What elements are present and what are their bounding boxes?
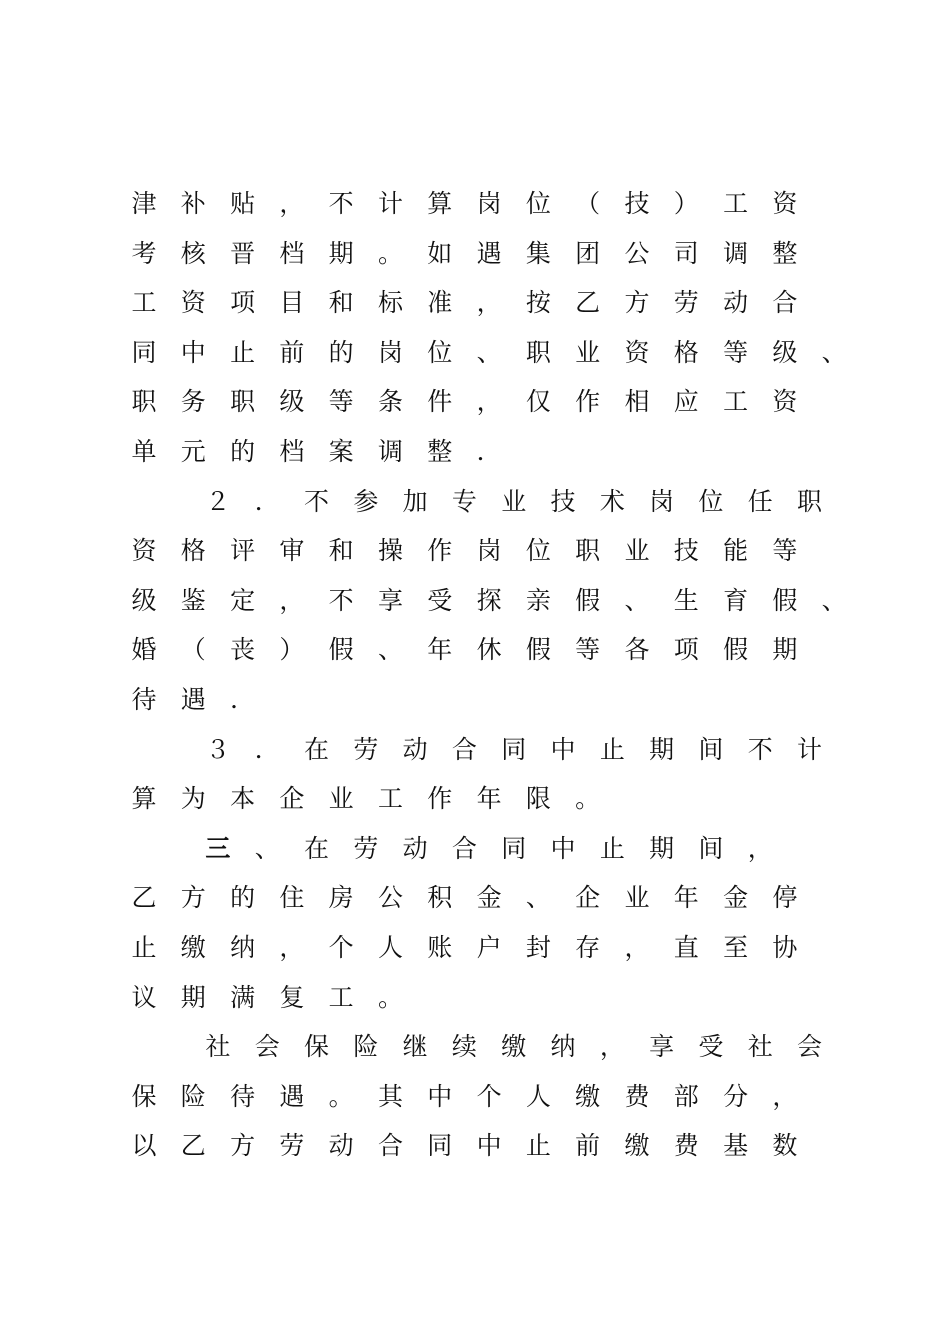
character: 工 bbox=[723, 387, 749, 417]
character: 工 bbox=[131, 288, 157, 318]
character: 止 bbox=[525, 1131, 551, 1161]
character: 人 bbox=[377, 933, 403, 962]
character: 住 bbox=[279, 883, 305, 913]
character: 受 bbox=[427, 585, 453, 615]
character: 合 bbox=[377, 1131, 403, 1161]
character: 、 bbox=[624, 585, 650, 615]
character: 资 bbox=[131, 536, 157, 566]
character: 务 bbox=[180, 387, 206, 417]
character: 定 bbox=[230, 585, 256, 615]
character: 费 bbox=[624, 1081, 650, 1111]
character: 公 bbox=[624, 238, 650, 268]
character: 待 bbox=[131, 685, 157, 714]
character: 和 bbox=[328, 288, 354, 318]
character: 鉴 bbox=[180, 585, 206, 615]
character: 、 bbox=[821, 337, 847, 367]
character: 岗 bbox=[476, 189, 502, 218]
character: 件 bbox=[427, 387, 453, 417]
character: 企 bbox=[279, 784, 305, 814]
text-line bbox=[130, 1132, 860, 1172]
character: 调 bbox=[377, 437, 403, 466]
character: 条 bbox=[377, 387, 403, 417]
character: 年 bbox=[673, 883, 699, 913]
text-line bbox=[130, 339, 860, 379]
character: 元 bbox=[180, 437, 206, 466]
character: 的 bbox=[230, 437, 256, 466]
character: 、 bbox=[476, 337, 502, 367]
character: 业 bbox=[624, 536, 650, 566]
character: 资 bbox=[624, 337, 650, 367]
character: 位 bbox=[525, 189, 551, 218]
character: 岗 bbox=[649, 486, 675, 516]
character: 积 bbox=[427, 883, 453, 913]
character: 不 bbox=[328, 189, 354, 218]
character: 专 bbox=[451, 486, 477, 516]
character: 标 bbox=[377, 288, 403, 318]
character: 假 bbox=[525, 635, 551, 665]
character: 户 bbox=[476, 933, 502, 962]
character: 同 bbox=[131, 337, 157, 367]
character: 期 bbox=[328, 238, 354, 268]
character: 社 bbox=[205, 1032, 231, 1062]
character: 休 bbox=[476, 635, 502, 665]
character: ， bbox=[279, 189, 305, 218]
character: 期 bbox=[180, 982, 206, 1012]
text-line bbox=[130, 835, 860, 875]
character: 续 bbox=[451, 1032, 477, 1062]
character: 算 bbox=[427, 189, 453, 218]
character: 目 bbox=[279, 288, 305, 318]
character: 假 bbox=[575, 585, 601, 615]
character: 资 bbox=[180, 288, 206, 318]
character: 业 bbox=[575, 337, 601, 367]
character: 缴 bbox=[501, 1032, 527, 1062]
character: 仅 bbox=[525, 387, 551, 417]
character: 和 bbox=[328, 536, 354, 566]
character: ． bbox=[254, 734, 280, 764]
character: 亲 bbox=[525, 585, 551, 615]
character: 。 bbox=[377, 238, 403, 268]
character: 核 bbox=[180, 238, 206, 268]
character: 按 bbox=[525, 288, 551, 318]
character: 期 bbox=[649, 833, 675, 863]
character: 同 bbox=[501, 734, 527, 764]
character: 项 bbox=[673, 635, 699, 665]
character: 准 bbox=[427, 288, 453, 318]
character: 动 bbox=[402, 833, 428, 863]
character: 止 bbox=[131, 933, 157, 962]
character: 基 bbox=[723, 1131, 749, 1161]
text-line bbox=[130, 984, 860, 1024]
character: 方 bbox=[624, 288, 650, 318]
character: 集 bbox=[525, 238, 551, 268]
character: 纳 bbox=[230, 933, 256, 962]
character: 、 bbox=[525, 883, 551, 913]
character: 止 bbox=[230, 337, 256, 367]
character: 作 bbox=[427, 536, 453, 566]
character: 业 bbox=[501, 486, 527, 516]
character: 格 bbox=[673, 337, 699, 367]
character: 、 bbox=[254, 833, 280, 863]
character: 能 bbox=[723, 536, 749, 566]
character: 工 bbox=[723, 189, 749, 218]
text-line bbox=[130, 537, 860, 577]
character: 丧 bbox=[230, 635, 256, 665]
character: 档 bbox=[279, 437, 305, 466]
character: 中 bbox=[427, 1081, 453, 1111]
character: 动 bbox=[402, 734, 428, 764]
character: 不 bbox=[304, 486, 330, 516]
character: 司 bbox=[673, 238, 699, 268]
character: 位 bbox=[525, 536, 551, 566]
character: 个 bbox=[328, 933, 354, 962]
character: 参 bbox=[353, 486, 379, 516]
character: 动 bbox=[328, 1131, 354, 1161]
character: 如 bbox=[427, 238, 453, 268]
character: 享 bbox=[649, 1032, 675, 1062]
character: ， bbox=[772, 1081, 798, 1111]
character: 保 bbox=[304, 1032, 330, 1062]
character: 位 bbox=[427, 337, 453, 367]
character: 存 bbox=[575, 933, 601, 962]
character: 方 bbox=[180, 883, 206, 913]
character: 费 bbox=[673, 1131, 699, 1161]
character: ， bbox=[476, 387, 502, 417]
character: 岗 bbox=[377, 337, 403, 367]
character: 社 bbox=[747, 1032, 773, 1062]
text-line bbox=[130, 934, 860, 974]
character: 在 bbox=[304, 833, 330, 863]
character: 本 bbox=[230, 784, 256, 814]
character: 险 bbox=[353, 1032, 379, 1062]
character: 相 bbox=[624, 387, 650, 417]
character: ３ bbox=[205, 734, 231, 764]
character: 间 bbox=[698, 734, 724, 764]
character: 中 bbox=[180, 337, 206, 367]
character: 数 bbox=[772, 1131, 798, 1161]
character: 作 bbox=[427, 784, 453, 814]
character: 不 bbox=[747, 734, 773, 764]
character: 乙 bbox=[131, 883, 157, 913]
character: 人 bbox=[525, 1081, 551, 1111]
character: 育 bbox=[723, 585, 749, 615]
character: 中 bbox=[476, 1131, 502, 1161]
character: 年 bbox=[427, 635, 453, 665]
character: 止 bbox=[599, 833, 625, 863]
character: 间 bbox=[698, 833, 724, 863]
character: 遇 bbox=[476, 238, 502, 268]
character: 假 bbox=[723, 635, 749, 665]
character: 三 bbox=[205, 833, 231, 863]
character: 缴 bbox=[575, 1081, 601, 1111]
character: 限 bbox=[525, 784, 551, 814]
character: 为 bbox=[180, 784, 206, 814]
character: 缴 bbox=[180, 933, 206, 962]
character: ， bbox=[624, 933, 650, 962]
character: 职 bbox=[575, 536, 601, 566]
character: 同 bbox=[501, 833, 527, 863]
character: 级 bbox=[772, 337, 798, 367]
character: 术 bbox=[599, 486, 625, 516]
character: ， bbox=[279, 585, 305, 615]
character: 分 bbox=[723, 1081, 749, 1111]
character: 任 bbox=[747, 486, 773, 516]
character: 保 bbox=[131, 1081, 157, 1111]
character: 中 bbox=[550, 833, 576, 863]
character: 职 bbox=[525, 337, 551, 367]
character: 前 bbox=[279, 337, 305, 367]
character: 职 bbox=[131, 387, 157, 417]
text-line bbox=[130, 1083, 860, 1123]
character: 评 bbox=[230, 536, 256, 566]
character: ） bbox=[279, 635, 305, 665]
character: 、 bbox=[377, 635, 403, 665]
text-line bbox=[130, 240, 860, 280]
character: 单 bbox=[131, 437, 157, 466]
character: 乙 bbox=[575, 288, 601, 318]
character: 。 bbox=[575, 784, 601, 814]
character: （ bbox=[180, 635, 206, 665]
character: 资 bbox=[772, 387, 798, 417]
character: 在 bbox=[304, 734, 330, 764]
character: 加 bbox=[402, 486, 428, 516]
character: 同 bbox=[427, 1131, 453, 1161]
character: （ bbox=[575, 189, 601, 218]
character: 方 bbox=[230, 1131, 256, 1161]
character: 案 bbox=[328, 437, 354, 466]
text-line bbox=[130, 388, 860, 428]
character: 生 bbox=[673, 585, 699, 615]
character: 贴 bbox=[230, 189, 256, 218]
character: ． bbox=[476, 437, 502, 466]
character: 动 bbox=[723, 288, 749, 318]
character: 探 bbox=[476, 585, 502, 615]
character: 至 bbox=[723, 933, 749, 962]
character: 团 bbox=[575, 238, 601, 268]
character: 满 bbox=[230, 982, 256, 1012]
character: 遇 bbox=[180, 685, 206, 714]
character: 不 bbox=[328, 585, 354, 615]
character: 等 bbox=[328, 387, 354, 417]
character: 等 bbox=[575, 635, 601, 665]
character: ２ bbox=[205, 486, 231, 516]
character: 房 bbox=[328, 883, 354, 913]
character: 计 bbox=[797, 734, 823, 764]
text-line bbox=[130, 686, 860, 726]
character: 封 bbox=[525, 933, 551, 962]
character: 。 bbox=[377, 982, 403, 1012]
character: 。 bbox=[328, 1081, 354, 1111]
character: 劳 bbox=[279, 1131, 305, 1161]
character: 格 bbox=[180, 536, 206, 566]
character: ， bbox=[476, 288, 502, 318]
character: 技 bbox=[673, 536, 699, 566]
character: 止 bbox=[599, 734, 625, 764]
character: 金 bbox=[723, 883, 749, 913]
text-line bbox=[130, 736, 860, 776]
character: 协 bbox=[772, 933, 798, 962]
character: 业 bbox=[624, 883, 650, 913]
character: 中 bbox=[550, 734, 576, 764]
character: 险 bbox=[180, 1081, 206, 1111]
character: 合 bbox=[451, 833, 477, 863]
character: ． bbox=[230, 685, 256, 714]
character: 项 bbox=[230, 288, 256, 318]
text-line bbox=[130, 438, 860, 478]
character: 应 bbox=[673, 387, 699, 417]
character: 乙 bbox=[180, 1131, 206, 1161]
text-line bbox=[130, 1033, 860, 1073]
character: 工 bbox=[328, 982, 354, 1012]
character: 继 bbox=[402, 1032, 428, 1062]
character: 作 bbox=[575, 387, 601, 417]
character: 整 bbox=[772, 238, 798, 268]
character: 津 bbox=[131, 189, 157, 218]
character: 补 bbox=[180, 189, 206, 218]
character: 停 bbox=[772, 883, 798, 913]
character: 前 bbox=[575, 1131, 601, 1161]
character: 业 bbox=[328, 784, 354, 814]
character: 个 bbox=[476, 1081, 502, 1111]
character: 合 bbox=[772, 288, 798, 318]
character: 会 bbox=[797, 1032, 823, 1062]
text-line bbox=[130, 587, 860, 627]
character: 以 bbox=[131, 1131, 157, 1161]
character: 考 bbox=[131, 238, 157, 268]
character: 、 bbox=[821, 585, 847, 615]
character: 技 bbox=[550, 486, 576, 516]
character: 账 bbox=[427, 933, 453, 962]
text-line bbox=[130, 190, 860, 230]
character: 劳 bbox=[673, 288, 699, 318]
character: ， bbox=[279, 933, 305, 962]
character: 调 bbox=[723, 238, 749, 268]
character: 议 bbox=[131, 982, 157, 1012]
character: 遇 bbox=[279, 1081, 305, 1111]
character: 期 bbox=[772, 635, 798, 665]
character: 期 bbox=[649, 734, 675, 764]
character: 企 bbox=[575, 883, 601, 913]
character: 享 bbox=[377, 585, 403, 615]
character: 各 bbox=[624, 635, 650, 665]
character: 假 bbox=[328, 635, 354, 665]
character: 部 bbox=[673, 1081, 699, 1111]
character: 复 bbox=[279, 982, 305, 1012]
character: 工 bbox=[377, 784, 403, 814]
text-line bbox=[130, 785, 860, 825]
character: 等 bbox=[723, 337, 749, 367]
character: 技 bbox=[624, 189, 650, 218]
text-line bbox=[130, 636, 860, 676]
character: 资 bbox=[772, 189, 798, 218]
character: 劳 bbox=[353, 833, 379, 863]
character: 假 bbox=[772, 585, 798, 615]
character: 等 bbox=[772, 536, 798, 566]
character: 受 bbox=[698, 1032, 724, 1062]
character: 操 bbox=[377, 536, 403, 566]
character: 缴 bbox=[624, 1131, 650, 1161]
character: ， bbox=[599, 1032, 625, 1062]
character: ． bbox=[254, 486, 280, 516]
character: 合 bbox=[451, 734, 477, 764]
character: 岗 bbox=[476, 536, 502, 566]
text-line bbox=[130, 884, 860, 924]
character: 审 bbox=[279, 536, 305, 566]
character: 直 bbox=[673, 933, 699, 962]
character: 档 bbox=[279, 238, 305, 268]
character: 的 bbox=[328, 337, 354, 367]
character: 算 bbox=[131, 784, 157, 814]
character: 公 bbox=[377, 883, 403, 913]
character: 婚 bbox=[131, 635, 157, 665]
character: 纳 bbox=[550, 1032, 576, 1062]
text-line bbox=[130, 488, 860, 528]
character: 位 bbox=[698, 486, 724, 516]
character: 职 bbox=[230, 387, 256, 417]
character: 会 bbox=[254, 1032, 280, 1062]
character: 金 bbox=[476, 883, 502, 913]
character: 的 bbox=[230, 883, 256, 913]
character: 计 bbox=[377, 189, 403, 218]
character: 待 bbox=[230, 1081, 256, 1111]
character: 职 bbox=[797, 486, 823, 516]
character: 级 bbox=[131, 585, 157, 615]
character: 级 bbox=[279, 387, 305, 417]
character: 整 bbox=[427, 437, 453, 466]
character: 年 bbox=[476, 784, 502, 814]
character: 晋 bbox=[230, 238, 256, 268]
character: ） bbox=[673, 189, 699, 218]
character: ， bbox=[747, 833, 773, 863]
text-line bbox=[130, 289, 860, 329]
character: 其 bbox=[377, 1081, 403, 1111]
character: 劳 bbox=[353, 734, 379, 764]
